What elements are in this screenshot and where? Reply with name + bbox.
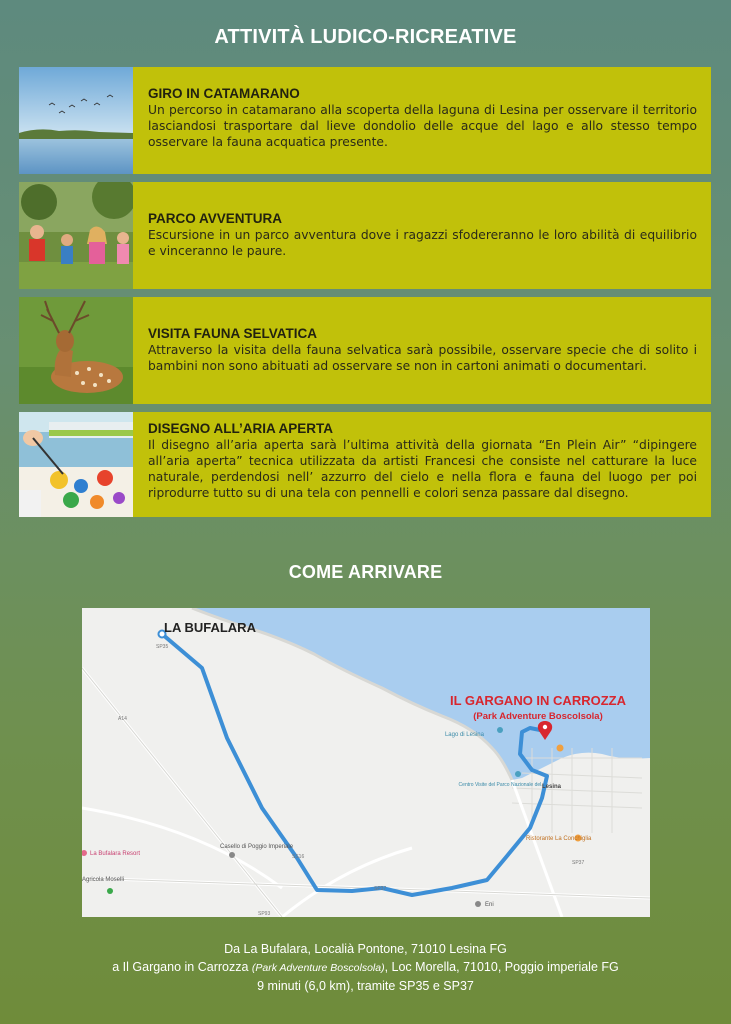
road-label: SP37	[572, 860, 585, 866]
activity-card-parco-avventura	[19, 182, 711, 289]
children-playing-photo	[19, 182, 133, 289]
activity-title: GIRO IN CATAMARANO	[148, 86, 300, 101]
activity-title: DISEGNO ALL’ARIA APERTA	[148, 421, 334, 436]
activity-card-fauna-selvatica	[19, 297, 711, 404]
road-label: SS16	[292, 854, 305, 860]
activity-title: VISITA FAUNA SELVATICA	[148, 326, 318, 341]
activity-card-catamarano	[19, 67, 711, 174]
map-start-label: LA BUFALARA	[164, 620, 256, 635]
road-label: SP35	[156, 644, 169, 650]
directions-title: COME ARRIVARE	[288, 562, 443, 582]
activity-description: Il disegno all’aria aperta sarà l’ultima attività della giornata “En Plein Air” “dipingere all’aria aperta” tecnica utilizzata da artisti Francesi che consiste nel catturare la luce naturale, perdendosi nell’ azzurro del cielo e nella flora e fauna del luogo per poi riprodurre tutto su di una tela con pennelli e colori senza passare dal disegno.	[148, 438, 697, 500]
place-lesina: Lesina	[542, 784, 562, 790]
place-casello: Casello di Poggio Imperiale	[220, 844, 294, 850]
activity-description: Un percorso in catamarano alla scoperta della laguna di Lesina per osservare il territorio lasciandosi trasportare dal lieve dondolio delle acque del lago e allo stesso tempo osservare la fauna acquatica presente.	[148, 103, 697, 149]
painting-photo	[19, 412, 133, 517]
place-lago: Lago di Lesina	[444, 732, 484, 738]
place-resort: La Bufalara Resort	[90, 851, 141, 857]
lagoon-photo	[19, 67, 133, 174]
route-map[interactable]	[82, 608, 650, 917]
place-eni: Eni	[485, 902, 494, 908]
directions-origin: Da La Bufalara, Localià Pontone, 71010 Lesina FG	[224, 942, 507, 956]
place-ristorante: Ristorante La Conchiglia	[526, 836, 592, 842]
map-end-sublabel: (Park Adventure Boscolsola)	[473, 711, 603, 722]
deer-photo	[19, 297, 133, 404]
activity-title: PARCO AVVENTURA	[148, 211, 283, 226]
road-label: SP37	[374, 886, 387, 892]
directions-info	[0, 940, 731, 995]
activity-description: Escursione in un parco avventura dove i ragazzi sfodereranno le loro abilità di equilibrio e vinceranno le paure.	[148, 228, 697, 258]
place-moselli: Agricola Moselli	[82, 877, 125, 883]
road-label: SP93	[258, 911, 271, 917]
directions-destination: a Il Gargano in Carrozza (Park Adventure Boscolsola), Loc Morella, 71010, Poggio imperiale FG	[112, 960, 619, 974]
activity-card-disegno	[19, 412, 711, 517]
place-centro: Centro Visite del Parco Nazionale del...	[458, 782, 546, 788]
page-title: ATTIVITÀ LUDICO-RICREATIVE	[214, 26, 517, 48]
map-end-label: IL GARGANO IN CARROZZA	[450, 693, 626, 708]
activity-description: Attraverso la visita della fauna selvatica sarà possibile, osservare specie che di solito i bambini non sono abituati ad osservare se non in cartoni animati o documentari.	[148, 343, 697, 373]
directions-duration: 9 minuti (6,0 km), tramite SP35 e SP37	[257, 979, 474, 993]
road-label: A14	[118, 716, 127, 722]
